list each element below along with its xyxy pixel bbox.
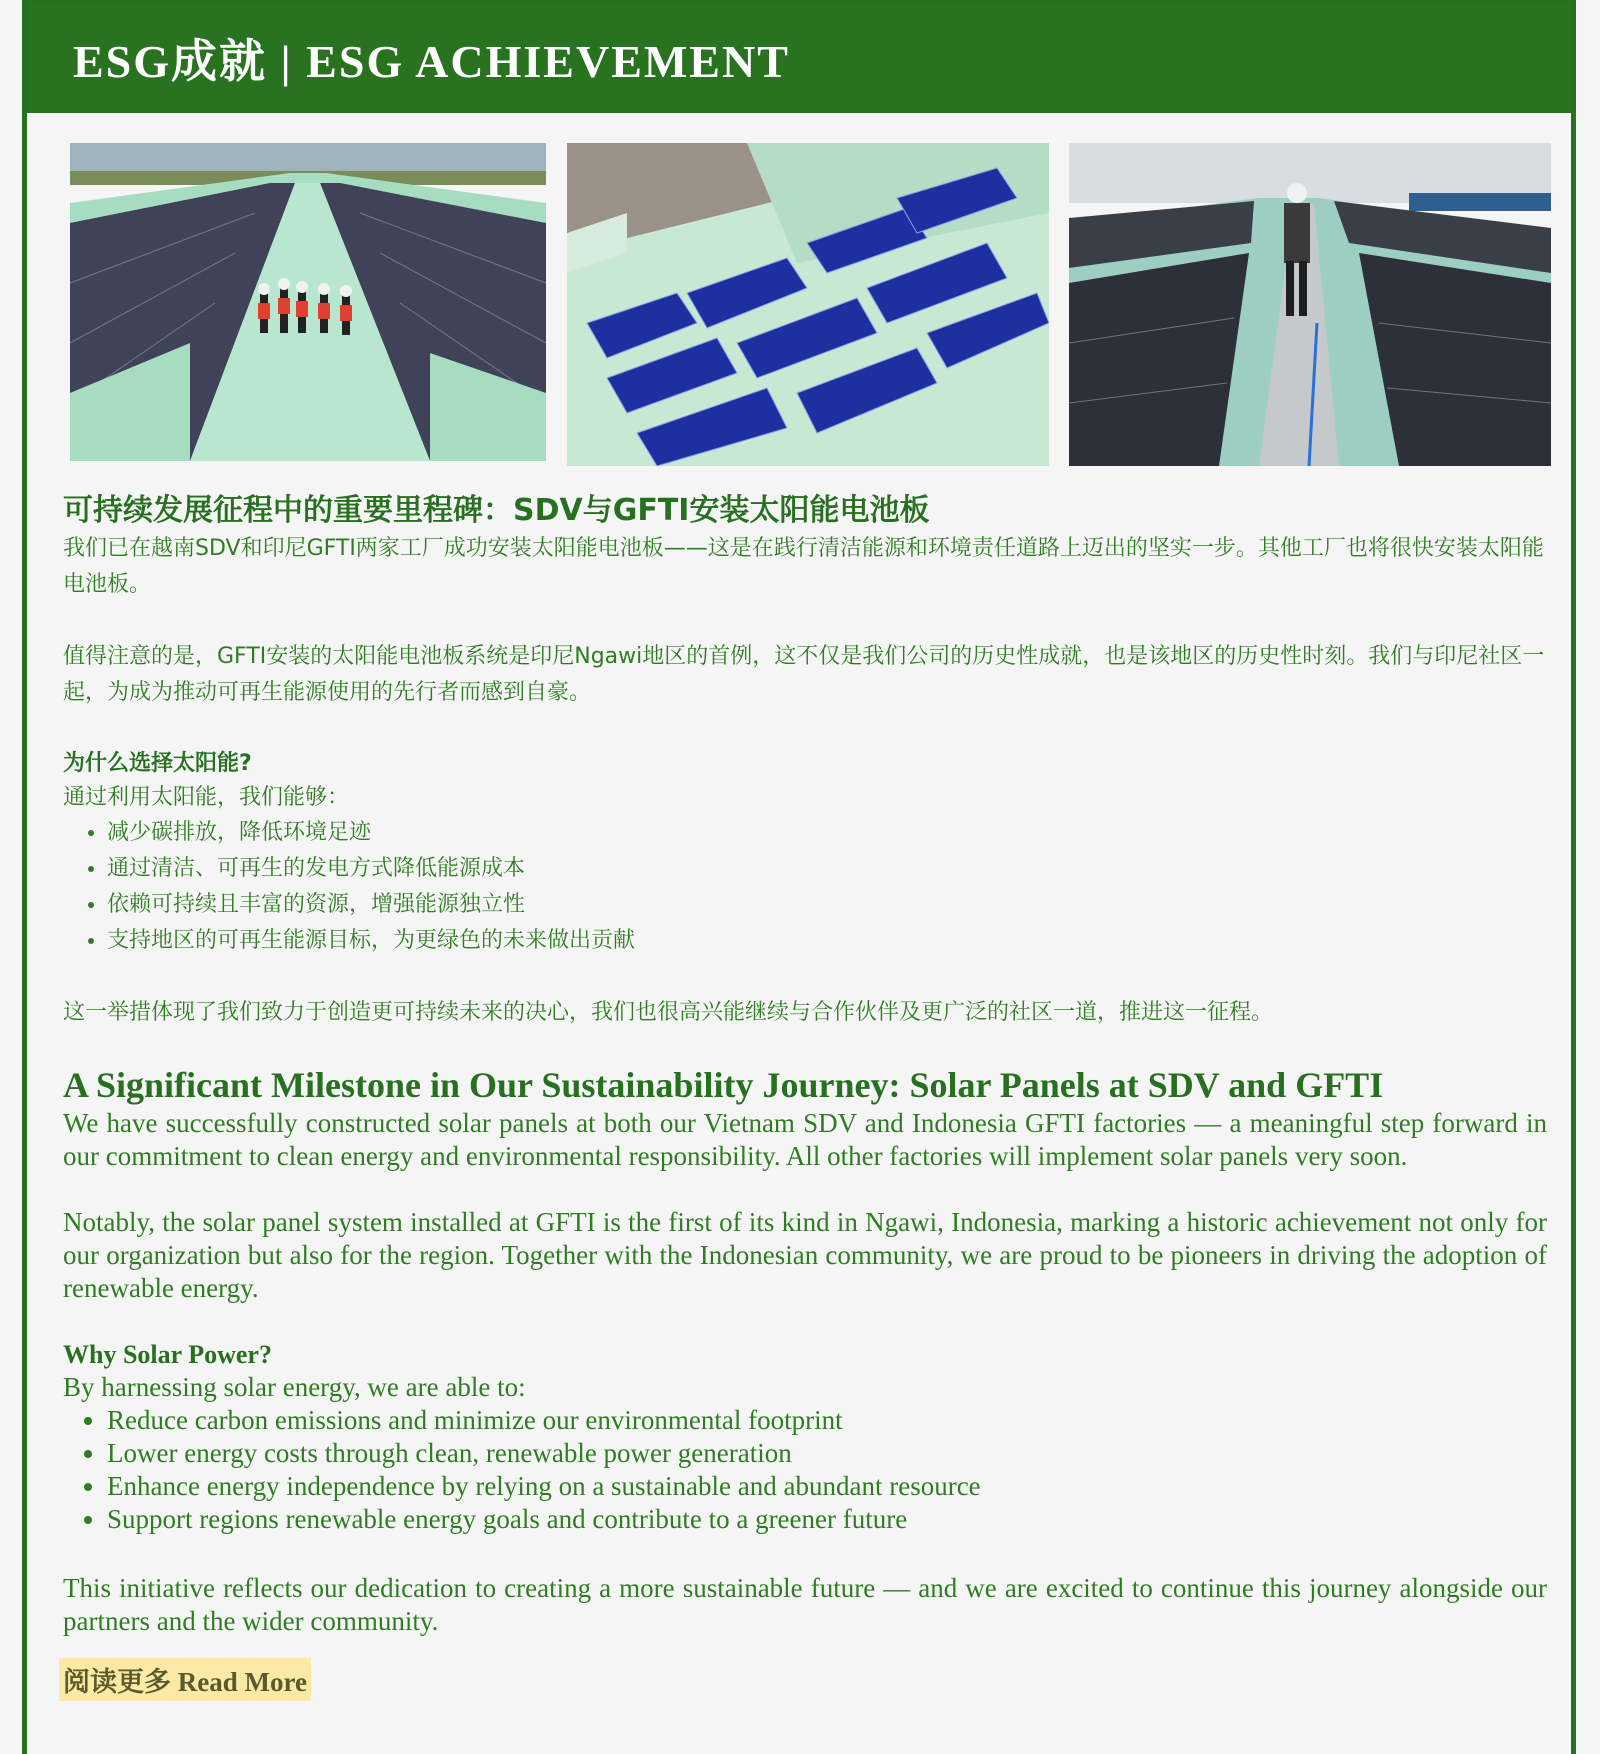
list-item: • 减少碳排放，降低环境足迹 xyxy=(107,815,1547,851)
list-item: • Lower energy costs through clean, renewable power generation xyxy=(107,1437,1547,1470)
zh-article-title: 可持续发展征程中的重要里程碑：SDV与GFTI安装太阳能电池板 xyxy=(63,493,930,528)
photo-gallery xyxy=(61,143,1547,468)
en-closing: This initiative reflects our dedication to creating a more sustainable future — and we are excited to continue this journey alongside our partners and the wider community. xyxy=(63,1573,1547,1636)
en-article-title: A Significant Milestone in Our Sustainability Journey: Solar Panels at SDV and GFTI xyxy=(63,1065,1384,1105)
header-bar xyxy=(27,3,1571,113)
en-paragraph-2: Notably, the solar panel system installed at GFTI is the first of its kind in Ngawi, Indonesia, marking a historic achievement not only for our organization but also for the region. Together with the Indonesian community, we are proud to be pioneers in driving the adoption of renewable energy. xyxy=(63,1207,1547,1303)
en-paragraph-1: We have successfully constructed solar panels at both our Vietnam SDV and Indonesia GFTI factories — a meaningful step forward in our commitment to clean energy and environmental responsibility. All other factories will implement solar panels very soon. xyxy=(63,1108,1547,1171)
zh-paragraph-2: 值得注意的是，GFTI安装的太阳能电池板系统是印尼Ngawi地区的首例，这不仅是我们公司的历史性成就，也是该地区的历史性时刻。我们与印尼社区一起，为成为推动可再生能源使用的先行者而感到自豪。 xyxy=(63,644,1545,705)
list-item: • 通过清洁、可再生的发电方式降低能源成本 xyxy=(107,851,1547,887)
photo-aerial-panels[interactable] xyxy=(567,143,1049,466)
zh-closing: 这一举措体现了我们致力于创造更可持续未来的决心，我们也很高兴能继续与合作伙伴及更广泛的社区一道，推进这一征程。 xyxy=(63,1000,1274,1025)
list-item: • Enhance energy independence by relying on a sustainable and abundant resource xyxy=(107,1470,1547,1503)
read-more-link[interactable]: 阅读更多 Read More xyxy=(59,1658,311,1701)
esg-card xyxy=(22,0,1576,1754)
article-content xyxy=(63,491,1547,1701)
photo-worker-walkway[interactable] xyxy=(1069,143,1551,466)
photo-rooftop-team[interactable] xyxy=(70,143,546,461)
page-title: ESG成就 | ESG ACHIEVEMENT xyxy=(73,36,790,87)
zh-why-title: 为什么选择太阳能? xyxy=(63,751,252,776)
en-benefits-list xyxy=(63,1404,1547,1536)
zh-benefits-list xyxy=(63,815,1547,959)
list-item: • 依赖可持续且丰富的资源，增强能源独立性 xyxy=(107,887,1547,923)
zh-list-intro: 通过利用太阳能，我们能够： xyxy=(63,785,350,810)
list-item: • Support regions renewable energy goals and contribute to a greener future xyxy=(107,1503,1547,1536)
en-list-intro: By harnessing solar energy, we are able to: xyxy=(63,1372,526,1402)
list-item: • Reduce carbon emissions and minimize our environmental footprint xyxy=(107,1404,1547,1437)
zh-paragraph-1: 我们已在越南SDV和印尼GFTI两家工厂成功安装太阳能电池板——这是在践行清洁能源和环境责任道路上迈出的坚实一步。其他工厂也将很快安装太阳能电池板。 xyxy=(63,536,1544,597)
list-item: • 支持地区的可再生能源目标，为更绿色的未来做出贡献 xyxy=(107,923,1547,959)
en-why-title: Why Solar Power? xyxy=(63,1340,272,1369)
